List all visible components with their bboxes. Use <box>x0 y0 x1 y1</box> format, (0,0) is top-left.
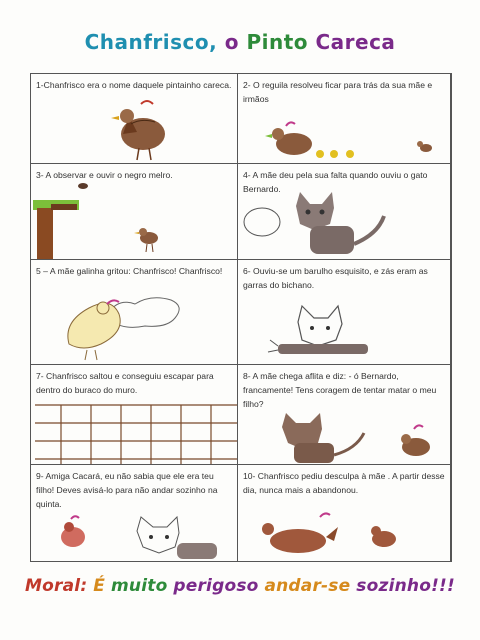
title-word: o <box>224 30 239 54</box>
panel-caption: 8- A mãe chega aflita e diz: - ó Bernardo, francamente! Tens coragem de tentar matar o meu filho? <box>243 371 437 409</box>
panel-5 <box>31 260 238 365</box>
moral-word: É <box>93 576 106 596</box>
panel-caption: 10- Chanfrisco pediu desculpa à mãe . A partir desse dia, nunca mais a abandonou. <box>243 471 445 495</box>
hen-cat-talk-drawing <box>31 465 238 561</box>
comic-grid <box>30 73 452 562</box>
panel-caption: 9- Amiga Cacará, eu não sabia que ele era teu filho! Deves avisá-lo para não andar sozinho na quinta. <box>36 471 218 509</box>
moral-word: muito <box>111 576 168 596</box>
panel-caption: 5 – A mãe galinha gritou: Chanfrisco! Chanfrisco! <box>36 266 223 276</box>
moral-word: perigoso <box>173 576 259 596</box>
moral-word: andar-se <box>264 576 351 596</box>
panel-7 <box>31 365 238 465</box>
panel-6 <box>238 260 451 365</box>
wall-drawing <box>31 365 238 465</box>
panel-caption: 7- Chanfrisco saltou e conseguiu escapar para dentro do buraco do muro. <box>36 371 214 395</box>
panel-9 <box>31 465 238 561</box>
hen-drawing <box>31 74 238 164</box>
hen-shouting-drawing <box>31 260 238 365</box>
cat-drawing <box>238 164 451 260</box>
title-word: Careca <box>315 30 396 54</box>
page-title <box>0 30 480 54</box>
tree-blackbird-drawing <box>31 164 238 260</box>
panel-caption: 6- Ouviu-se um barulho esquisito, e zás eram as garras do bichano. <box>243 266 428 290</box>
panel-3 <box>31 164 238 260</box>
panel-caption: 3- A observar e ouvir o negro melro. <box>36 170 173 180</box>
moral-word: Moral: <box>25 576 88 596</box>
panel-1 <box>31 74 238 164</box>
panel-caption: 2- O reguila resolveu ficar para trás da sua mãe e irmãos <box>243 80 433 104</box>
cat-paws-drawing <box>238 260 451 365</box>
panel-10 <box>238 465 451 561</box>
title-word: Chanfrisco, <box>84 30 218 54</box>
cat-hen-drawing <box>238 365 451 465</box>
panel-4 <box>238 164 451 260</box>
panel-2 <box>238 74 451 164</box>
title-word: Pinto <box>246 30 308 54</box>
panel-8 <box>238 365 451 465</box>
moral-word: sozinho!!! <box>356 576 455 596</box>
hen-chick-together-drawing <box>238 465 451 561</box>
panel-caption: 4- A mãe deu pela sua falta quando ouviu o gato Bernardo. <box>243 170 428 194</box>
hen-chicks-drawing <box>238 74 451 164</box>
moral-line <box>0 576 480 596</box>
panel-caption: 1-Chanfrisco era o nome daquele pintainho careca. <box>36 80 232 90</box>
